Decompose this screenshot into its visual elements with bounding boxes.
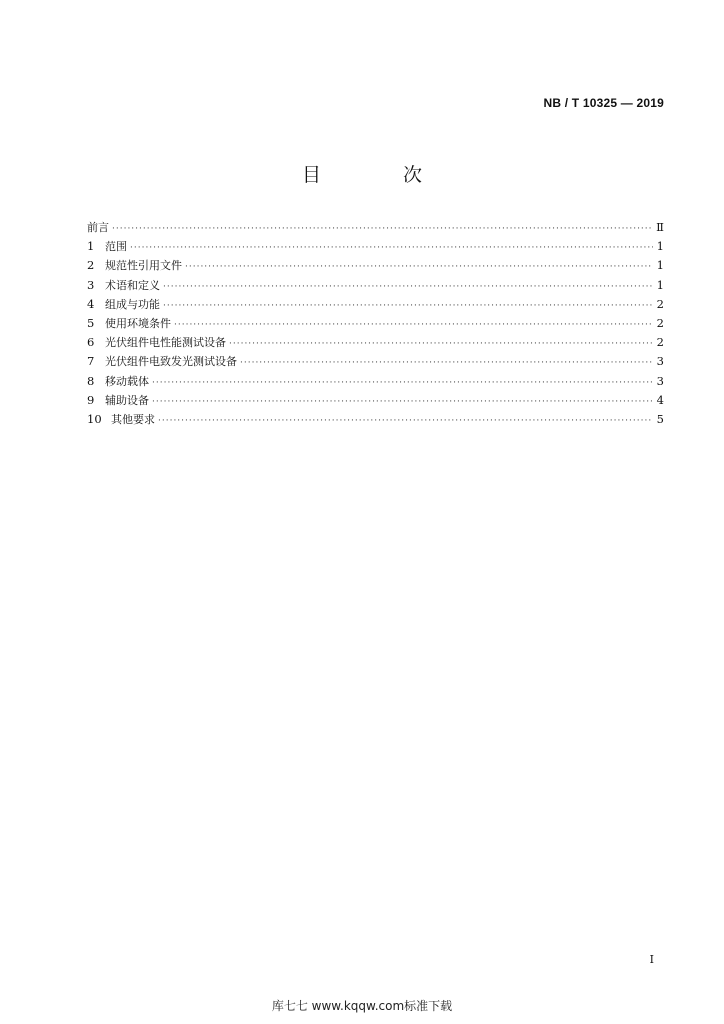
page-number: I bbox=[649, 953, 654, 966]
toc-entry-label: 移动载体 bbox=[105, 374, 149, 388]
toc-entry-number: 2 bbox=[87, 258, 95, 273]
toc-dot-leader bbox=[174, 316, 653, 335]
toc-entry-label: 前言 bbox=[87, 221, 109, 234]
toc-entry-7[interactable] bbox=[87, 352, 664, 371]
toc-dot-leader bbox=[130, 239, 653, 258]
toc-entry-page: 1 bbox=[656, 277, 664, 292]
toc-entry-number: 6 bbox=[87, 335, 95, 350]
toc-entry-page: 2 bbox=[656, 315, 664, 330]
toc-dot-leader bbox=[240, 354, 653, 373]
toc-entry-3[interactable] bbox=[87, 276, 664, 295]
toc-dot-leader bbox=[229, 335, 653, 354]
toc-entry-label: 规范性引用文件 bbox=[105, 259, 182, 273]
toc-entry-number: 4 bbox=[87, 296, 95, 311]
toc-entry-10[interactable] bbox=[87, 410, 664, 429]
toc-entry-8[interactable] bbox=[87, 372, 664, 391]
toc-entry-label: 使用环境条件 bbox=[105, 316, 171, 330]
toc-entry-9[interactable] bbox=[87, 391, 664, 410]
document-code: NB / T 10325 — 2019 bbox=[543, 96, 664, 110]
toc-dot-leader bbox=[163, 297, 653, 316]
toc-entry-label: 组成与功能 bbox=[105, 297, 160, 311]
toc-entry-number: 8 bbox=[87, 373, 95, 388]
toc-dot-leader bbox=[152, 393, 653, 412]
toc-entry-number: 5 bbox=[87, 315, 95, 330]
toc-entry-2[interactable] bbox=[87, 256, 664, 275]
toc-dot-leader bbox=[163, 278, 653, 297]
toc-entry-label: 光伏组件电性能测试设备 bbox=[105, 336, 226, 350]
toc-entry-page: Ⅱ bbox=[656, 220, 664, 234]
toc-entry-number: 3 bbox=[87, 277, 95, 292]
toc-entry-page: 4 bbox=[656, 392, 664, 407]
toc-entry-number: 10 bbox=[87, 411, 102, 426]
toc-entry-5[interactable] bbox=[87, 314, 664, 333]
toc-entry-page: 3 bbox=[656, 373, 664, 388]
toc-entry-number: 1 bbox=[87, 239, 95, 254]
toc-entry-page: 2 bbox=[656, 335, 664, 350]
toc-entry-label: 光伏组件电致发光测试设备 bbox=[105, 355, 237, 369]
toc-entry-label: 辅助设备 bbox=[105, 393, 149, 407]
toc-entry-4[interactable] bbox=[87, 295, 664, 314]
toc-dot-leader bbox=[158, 412, 653, 431]
toc-entry-1[interactable] bbox=[87, 237, 664, 256]
toc-entry-number: 7 bbox=[87, 354, 95, 369]
toc-entry-6[interactable] bbox=[87, 333, 664, 352]
table-of-contents bbox=[87, 218, 664, 429]
toc-entry-page: 5 bbox=[656, 411, 664, 426]
toc-dot-leader bbox=[185, 258, 653, 277]
toc-dot-leader bbox=[112, 220, 653, 239]
toc-entry-page: 1 bbox=[656, 258, 664, 273]
toc-entry-label: 范围 bbox=[105, 240, 127, 254]
toc-dot-leader bbox=[152, 374, 653, 393]
watermark-text: 库七七 www.kqqw.com标准下载 bbox=[271, 999, 453, 1013]
toc-entry-page: 3 bbox=[656, 354, 664, 369]
toc-entry-label: 其他要求 bbox=[111, 412, 155, 426]
toc-entry-page: 1 bbox=[656, 239, 664, 254]
toc-entry-page: 2 bbox=[656, 296, 664, 311]
toc-entry-foreword[interactable] bbox=[87, 218, 664, 237]
toc-entry-label: 术语和定义 bbox=[105, 278, 160, 292]
toc-entry-number: 9 bbox=[87, 392, 95, 407]
toc-title: 目 次 bbox=[301, 164, 461, 186]
